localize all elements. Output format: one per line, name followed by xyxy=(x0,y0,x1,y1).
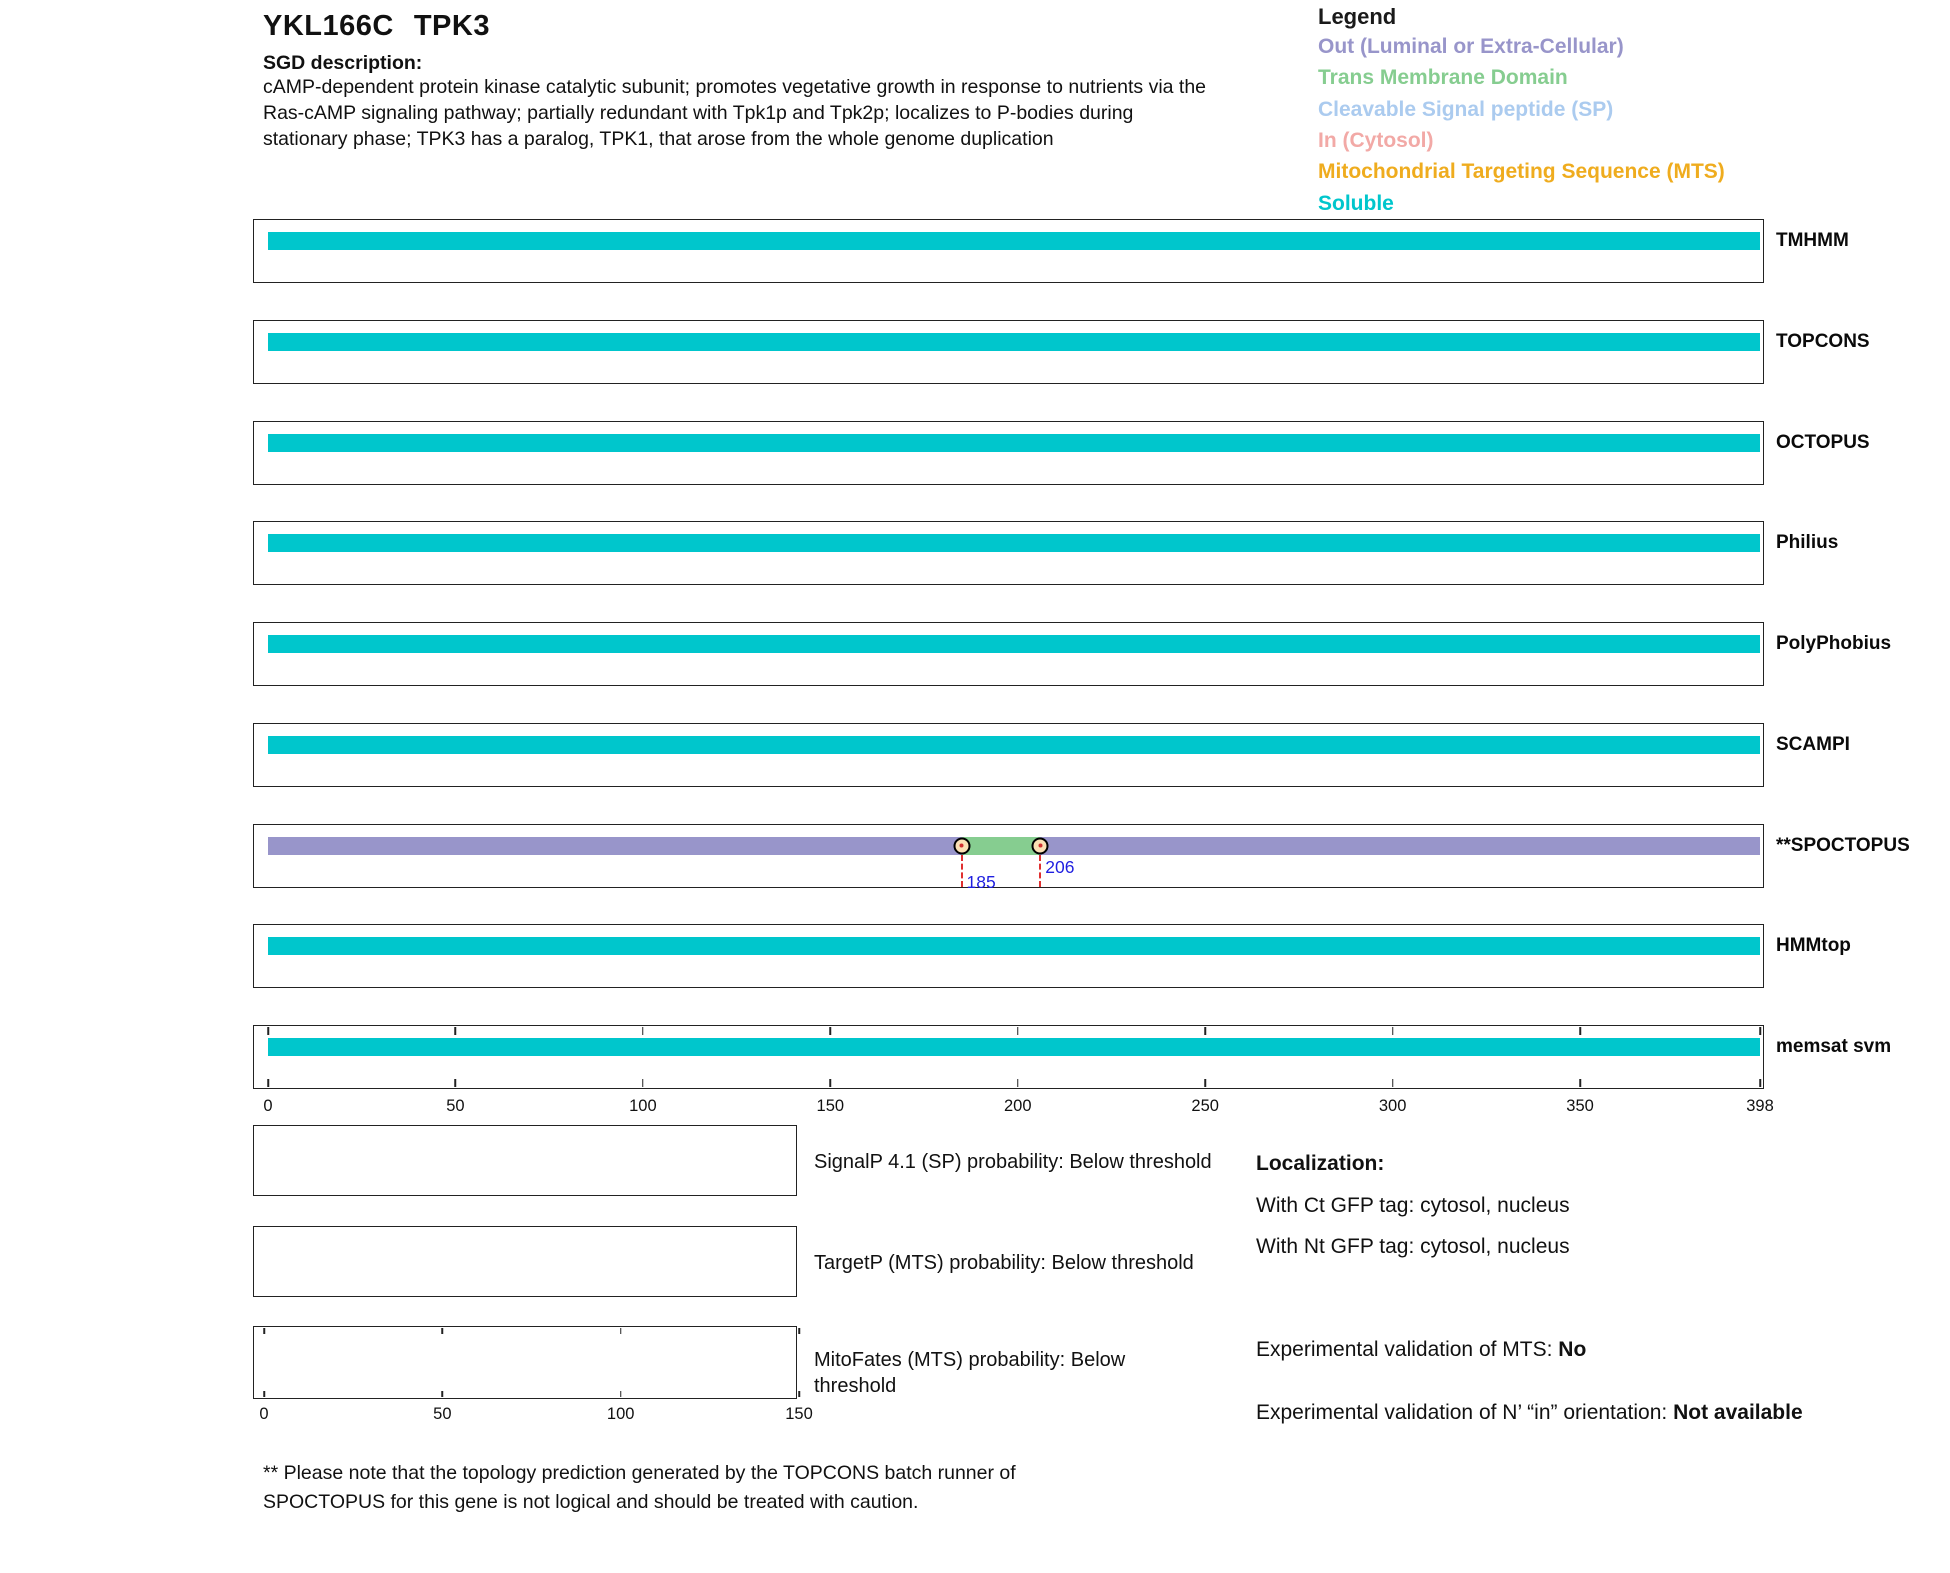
track-tick xyxy=(1579,1079,1581,1087)
axis-tick-label: 398 xyxy=(1746,1097,1774,1115)
topology-boundary-marker xyxy=(1032,837,1049,854)
localization-ct-gfp: With Ct GFP tag: cytosol, nucleus xyxy=(1256,1194,1570,1217)
track-label-tmhmm: TMHMM xyxy=(1776,230,1849,251)
description-line: stationary phase; TPK3 has a paralog, TPK1, that arose from the whole genome duplication xyxy=(263,128,1054,150)
topology-segment-soluble xyxy=(268,736,1760,754)
track-label-polyphobius: PolyPhobius xyxy=(1776,633,1892,654)
legend-item-soluble: Soluble xyxy=(1318,191,1394,215)
legend-item-mts: Mitochondrial Targeting Sequence (MTS) xyxy=(1318,160,1725,184)
prediction-track-box xyxy=(253,219,1764,283)
track-tick xyxy=(1392,1079,1394,1087)
plot-axis-label: 150 xyxy=(785,1405,813,1423)
probability-plot-box xyxy=(253,1226,797,1297)
prediction-track-box xyxy=(253,320,1764,384)
track-label-topcons: TOPCONS xyxy=(1776,330,1870,352)
spoctopus-footnote xyxy=(263,1459,1016,1517)
marker-center-dot xyxy=(1038,844,1042,848)
track-tick xyxy=(455,1079,457,1087)
plot-tick xyxy=(442,1328,444,1334)
probability-plot-box xyxy=(253,1125,797,1196)
sgd-description-label: SGD description: xyxy=(263,52,423,74)
plot-tick xyxy=(263,1328,265,1334)
track-tick xyxy=(1392,1027,1394,1035)
description-line: Ras-cAMP signaling pathway; partially redundant with Tpk1p and Tpk2p; localizes to P-bodies during xyxy=(263,102,1134,124)
plot-axis-label: 0 xyxy=(259,1405,269,1423)
axis-tick-label: 250 xyxy=(1191,1097,1219,1115)
track-label-hmmtop: HMMtop xyxy=(1776,935,1851,957)
legend-item-out: Out (Luminal or Extra-Cellular) xyxy=(1318,35,1624,58)
axis-tick-label: 0 xyxy=(263,1097,273,1115)
plot-tick xyxy=(620,1391,622,1397)
track-label-memsat-svm: memsat svm xyxy=(1776,1036,1892,1057)
probability-caption: TargetP (MTS) probability: Below threshold xyxy=(814,1252,1194,1274)
probability-caption: threshold xyxy=(814,1375,897,1397)
prediction-track-box xyxy=(253,622,1764,686)
probability-caption: SignalP 4.1 (SP) probability: Below threshold xyxy=(814,1151,1212,1173)
boundary-dashed-line xyxy=(1039,855,1041,887)
footnote-line: SPOCTOPUS for this gene is not logical and should be treated with caution. xyxy=(263,1491,919,1513)
description-line: cAMP-dependent protein kinase catalytic subunit; promotes vegetative growth in response to nutrients via the xyxy=(263,76,1207,98)
mts-validation xyxy=(1256,1338,1586,1362)
track-tick xyxy=(1204,1027,1206,1035)
prediction-track-box xyxy=(253,924,1764,988)
probability-caption: MitoFates (MTS) probability: Below xyxy=(814,1349,1126,1371)
topology-segment-soluble xyxy=(268,937,1760,955)
plot-axis-label: 100 xyxy=(606,1405,635,1423)
localization-title: Localization: xyxy=(1256,1152,1385,1175)
legend-item-tm: Trans Membrane Domain xyxy=(1318,66,1568,90)
orientation-validation xyxy=(1256,1395,1816,1430)
track-label-scampi: SCAMPI xyxy=(1776,733,1850,755)
prediction-track-box xyxy=(253,421,1764,485)
topology-segment-soluble xyxy=(268,1038,1760,1056)
page-title xyxy=(263,10,490,43)
track-tick xyxy=(830,1027,832,1035)
track-tick xyxy=(1017,1027,1019,1035)
axis-tick-label: 350 xyxy=(1566,1097,1594,1115)
legend-item-in: In (Cytosol) xyxy=(1318,128,1434,152)
prediction-track-box xyxy=(253,521,1764,585)
topology-segment-out xyxy=(268,837,962,855)
track-tick xyxy=(455,1027,457,1035)
prediction-track-box xyxy=(253,824,1764,888)
track-tick xyxy=(267,1079,269,1087)
track-tick xyxy=(1017,1079,1019,1087)
mts-validation-value: No xyxy=(1558,1338,1587,1361)
track-tick xyxy=(642,1027,644,1035)
topology-segment-soluble xyxy=(268,434,1760,452)
mts-validation-label: Experimental validation of MTS: xyxy=(1256,1338,1559,1361)
axis-tick-label: 200 xyxy=(1003,1097,1032,1115)
plot-tick xyxy=(442,1391,444,1397)
sgd-description-text xyxy=(263,74,1206,152)
localization-nt-gfp: With Nt GFP tag: cytosol, nucleus xyxy=(1256,1235,1570,1258)
boundary-dashed-line xyxy=(961,855,963,887)
track-tick xyxy=(642,1079,644,1087)
track-tick xyxy=(267,1027,269,1035)
axis-tick-label: 100 xyxy=(629,1097,657,1115)
track-tick xyxy=(1759,1027,1761,1035)
axis-tick-label: 150 xyxy=(816,1097,845,1115)
topology-segment-soluble xyxy=(268,534,1760,552)
locus-id: YKL166C xyxy=(263,10,394,42)
track-tick xyxy=(830,1079,832,1087)
prediction-track-box xyxy=(253,1025,1764,1089)
axis-tick-label: 50 xyxy=(446,1097,465,1115)
topology-segment-soluble xyxy=(268,333,1760,351)
topology-segment-soluble xyxy=(268,232,1760,250)
track-tick xyxy=(1579,1027,1581,1035)
orientation-validation-value: Not available xyxy=(1673,1401,1803,1424)
orientation-validation-label: Experimental validation of N’ “in” orientation: xyxy=(1256,1401,1674,1424)
plot-tick xyxy=(263,1391,265,1397)
gene-name: TPK3 xyxy=(413,10,490,42)
plot-tick xyxy=(798,1328,800,1334)
plot-axis-label: 50 xyxy=(433,1405,452,1423)
axis-tick-label: 300 xyxy=(1378,1097,1407,1115)
plot-tick xyxy=(798,1391,800,1397)
footnote-line: ** Please note that the topology prediction generated by the TOPCONS batch runner of xyxy=(263,1462,1016,1484)
topology-segment-out xyxy=(1040,837,1760,855)
track-label-philius: Philius xyxy=(1776,532,1839,554)
legend-item-sp: Cleavable Signal peptide (SP) xyxy=(1318,97,1614,121)
topology-segment-tm xyxy=(962,837,1041,855)
boundary-position-label: 185 xyxy=(966,871,996,892)
topology-boundary-marker xyxy=(953,837,970,854)
prediction-track-box xyxy=(253,723,1764,787)
marker-center-dot xyxy=(960,844,964,848)
track-label--spoctopus: **SPOCTOPUS xyxy=(1776,834,1910,856)
track-label-octopus: OCTOPUS xyxy=(1776,431,1870,453)
plot-tick xyxy=(620,1328,622,1334)
track-tick xyxy=(1204,1079,1206,1087)
track-tick xyxy=(1759,1079,1761,1087)
probability-plot-box xyxy=(253,1326,797,1399)
boundary-position-label: 206 xyxy=(1045,856,1075,877)
legend-title: Legend xyxy=(1318,4,1397,29)
topology-segment-soluble xyxy=(268,635,1760,653)
